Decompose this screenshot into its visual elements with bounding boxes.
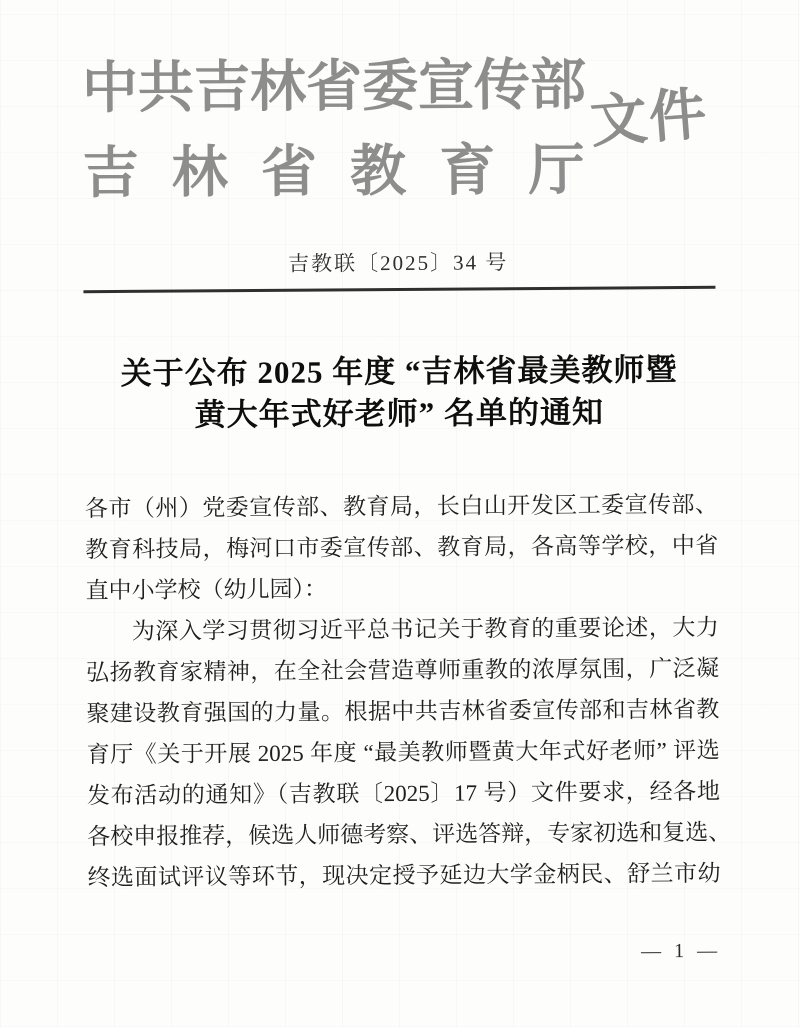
document-number: 吉教联〔2025〕34 号 [288, 250, 509, 276]
page-footer [641, 940, 721, 964]
agency-name-line-2: 吉 林 省 教 育 厅 [82, 139, 585, 205]
header-divider-rule [83, 286, 715, 293]
body-text-line: 终选面试评议等环节，现决定授予延边大学金柄民、舒兰市幼 [87, 860, 721, 891]
body-text-line: 发布活动的通知》（吉教联〔2025〕17 号）文件要求，经各地 [86, 778, 721, 809]
body-text-line: 各校申报推荐，候选人师德考察、评选答辩，专家初选和复选、 [87, 819, 732, 850]
letterhead [82, 54, 723, 206]
body-text-line: 各市（州）党委宣传部、教育局，长白山开发区工委宣传部、 [84, 491, 719, 522]
body-text-line: 为深入学习贯彻习近平总书记关于教育的重要论述，大力 [131, 614, 719, 644]
document-body [84, 484, 732, 898]
body-text-line: 育厅《关于开展 2025 年度 “最美教师暨黄大年式好老师” 评选 [86, 737, 720, 768]
document-type-label: 文件 [588, 82, 711, 155]
body-text-line: 弘扬教育家精神，在全社会营造尊师重教的浓厚氛围，广泛凝 [86, 655, 720, 686]
title-line-1: 关于公布 2025 年度 “吉林省最美教师暨 [120, 352, 678, 391]
body-text-line: 直中小学校（幼儿园）： [85, 576, 328, 604]
page-number: — 1 — [640, 939, 722, 963]
body-text-line: 教育科技局，梅河口市委宣传部、教育局，各高等学校，中省 [85, 532, 719, 563]
issuing-agencies [82, 55, 585, 206]
document-title [0, 348, 799, 438]
body-text-line: 聚建设教育强国的力量。根据中共吉林省委宣传部和吉林省教 [86, 696, 720, 727]
agency-name-line-1: 中 共 吉 林 省 委 宣 传 部 [81, 54, 587, 121]
title-line-2: 黄大年式好老师” 名单的通知 [194, 394, 605, 433]
